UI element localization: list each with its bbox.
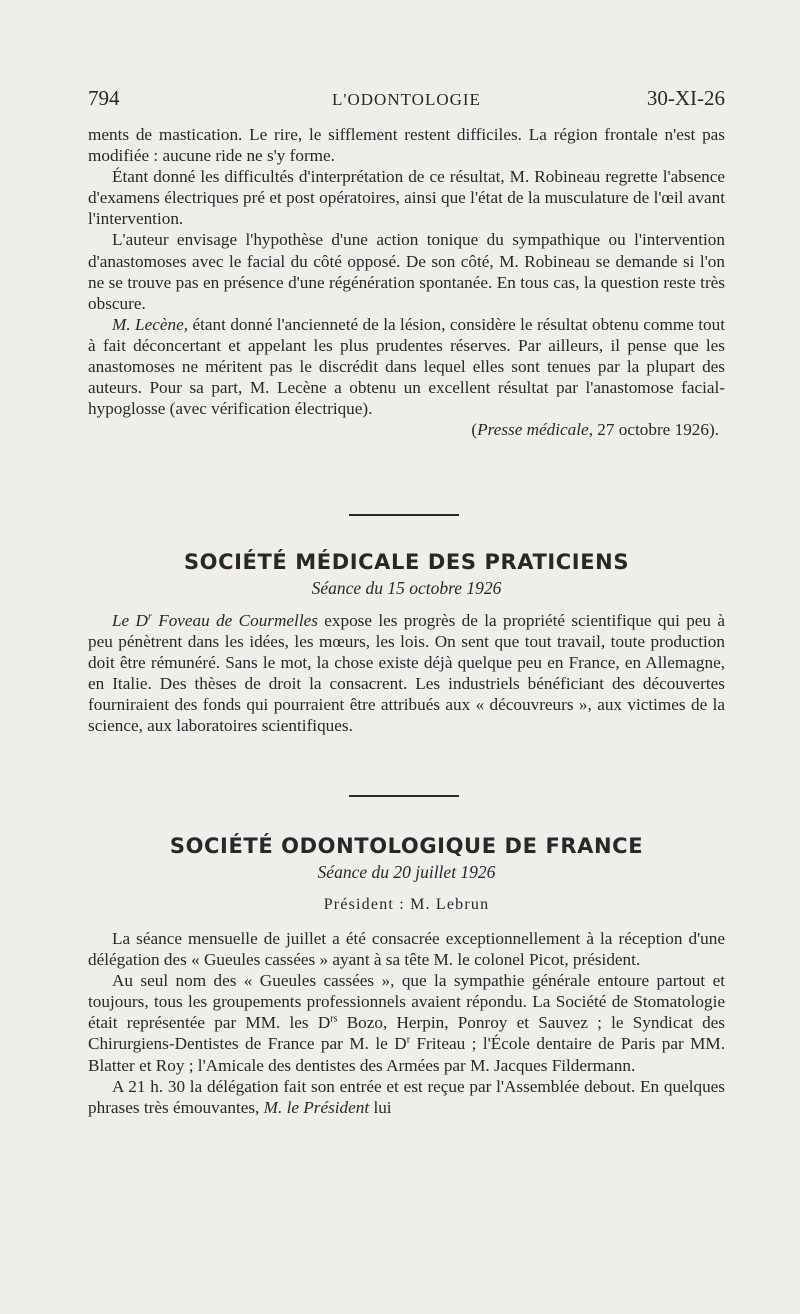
superscript: r xyxy=(406,1034,411,1046)
paragraph: Étant donné les difficultés d'interprétation de ce résultat, M. Robineau regrette l'absence d'examens électriques pré et post opératoires, ainsi que l'état de la musculature de l'œil avant l'intervention. xyxy=(88,167,725,229)
paragraph-text: Friteau ; l'École dentaire de Paris par MM. Blatter et Roy ; l'Amicale des dentistes des Armées par M. Jacques Fildermann. xyxy=(88,1034,725,1075)
superscript: rs xyxy=(330,1013,338,1025)
paragraph-text: Au seul nom des « Gueules cassées », que la sympathie générale entoure partout et toujours, tous les groupements professionnels avaient répondu. La Société de Stomatologie était représentée par MM. les D xyxy=(88,971,725,1033)
issue-date: 30-XI-26 xyxy=(646,86,725,110)
paragraph xyxy=(88,1076,725,1118)
section-divider xyxy=(349,514,459,516)
paragraph-text: expose les progrès de la propriété scientifique qui peu à peu pénètrent dans les idées, les mœurs, les lois. On sent que tout travail, toute production doit être rémunéré. Sans le mot, la chose existe déjà quelque peu en France, en Allemagne, en Italie. Des thèses de droit la consacrent. Les industriels bénéficiant des découvertes fourniraient des fonds qui pourraient être attribués aux « découvreurs », aux victimes de la science, aux laboratoires scientifiques. xyxy=(88,611,725,736)
speaker-name: M. Lecène, xyxy=(112,314,189,334)
running-head xyxy=(88,86,725,116)
journal-title: L'ODONTOLOGIE xyxy=(332,90,481,109)
paragraph-text: étant donné l'ancienneté de la lésion, considère le résultat obtenu comme tout à fait déconcertant et appelant les plus prudentes réserves. Par ailleurs, il pense que les anastomoses ne méritent pas le discrédit dans lequel elles sont tenues par la plupart des auteurs. Pour sa part, M. Lecène a obtenu un excellent résultat par l'anastomose facial-hypoglosse (avec vérification électrique). xyxy=(88,314,725,419)
paragraph-text: Bozo, Herpin, Ponroy et Sauvez ; le Syndicat des Chirurgiens-Dentistes de France par M. le D xyxy=(88,1013,725,1054)
speaker-name: M. le Président xyxy=(263,1097,370,1117)
citation-open: ( xyxy=(471,420,478,440)
section-divider xyxy=(349,795,459,797)
paragraph-text: A 21 h. 30 la délégation fait son entrée et est reçue par l'Assemblée debout. En quelques phrases très émouvantes, xyxy=(88,1076,725,1117)
article-continuation xyxy=(88,124,725,440)
paragraph xyxy=(88,970,725,1075)
paragraph xyxy=(88,314,725,419)
superscript: r xyxy=(147,611,152,623)
section-title: SOCIÉTÉ MÉDICALE DES PRATICIENS xyxy=(183,550,630,574)
page-number: 794 xyxy=(88,86,120,110)
citation-journal: Presse médicale xyxy=(477,420,589,440)
speaker-name xyxy=(112,611,318,630)
section-body xyxy=(88,928,725,1118)
paragraph xyxy=(88,610,725,737)
source-citation xyxy=(88,419,725,440)
section-title: SOCIÉTÉ ODONTOLOGIQUE DE FRANCE xyxy=(169,834,644,858)
section-body xyxy=(88,610,725,737)
paragraph-text: lui xyxy=(369,1097,392,1117)
citation-date: , 27 octobre 1926). xyxy=(588,420,719,440)
paragraph: La séance mensuelle de juillet a été consacrée exceptionnellement à la réception d'une délégation des « Gueules cassées » ayant à sa tête M. le colonel Picot, président. xyxy=(88,929,725,970)
session-date: Séance du 15 octobre 1926 xyxy=(311,578,502,598)
session-president: Président : M. Lebrun xyxy=(323,896,490,913)
speaker-title: Le D xyxy=(112,611,148,630)
paragraph: ments de mastication. Le rire, le sifflement restent difficiles. La région frontale n'est pas modifiée : aucune ride ne s'y forme. xyxy=(88,125,725,166)
paragraph: L'auteur envisage l'hypothèse d'une action tonique du sympathique ou l'intervention d'anastomoses avec le facial du côté opposé. De son côté, M. Robineau se demande si l'on ne se trouve pas en présence d'une régénération spontanée. En tous cas, la question reste très obscure. xyxy=(88,230,725,313)
session-date: Séance du 20 juillet 1926 xyxy=(317,862,496,882)
speaker-surname: Foveau de Courmelles xyxy=(151,611,318,630)
